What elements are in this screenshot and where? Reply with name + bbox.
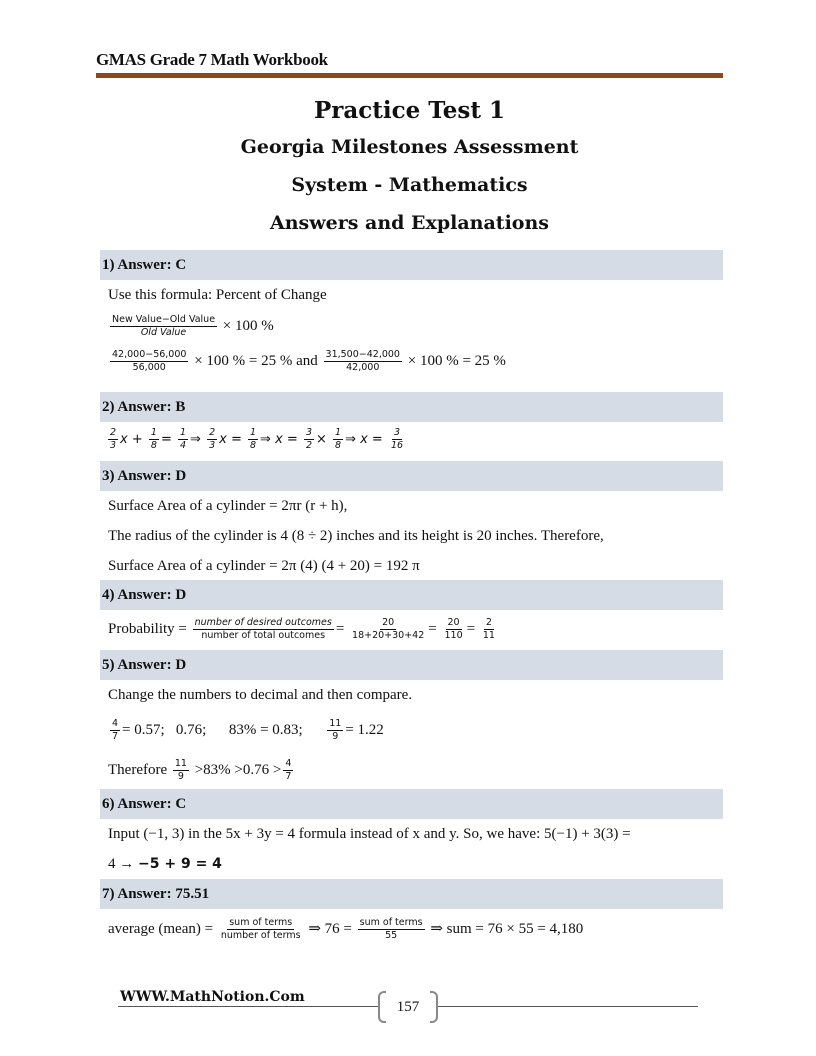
right-brace-icon bbox=[430, 991, 438, 1023]
question-3 bbox=[100, 461, 723, 581]
question-7 bbox=[100, 879, 723, 949]
q1-line-1: Use this formula: Percent of Change bbox=[108, 287, 327, 303]
question-6 bbox=[100, 789, 723, 879]
q3-line-3: Surface Area of a cylinder = 2π (4) (4 + 20) = 192 π bbox=[108, 558, 420, 574]
q6-line-2: 4 → −5 + 9 = 4 bbox=[108, 856, 222, 872]
assessment-title: Georgia Milestones Assessment bbox=[240, 136, 579, 158]
q3-line-2: The radius of the cylinder is 4 (8 ÷ 2) inches and its height is 20 inches. Therefore, bbox=[108, 528, 604, 544]
question-1 bbox=[100, 250, 723, 380]
q2-line-1: $\frac{2}{3}$ x + $\frac{1}{8}$ = $\frac{1}{4}$ ⇒ $\frac{2}{3}$ x = $\frac{1}{8}$ ⇒ x = $\frac{3}{2}$ × $\frac{1}{8}$ ⇒ x = $\frac{3}{16}$ bbox=[110, 427, 404, 451]
q7-line-1: average (mean) = $\frac{\text{sum of terms}}{\text{number of terms}}$ ⇒ 76 = $\frac{\text{sum of terms}}{55}$ ⇒ sum = 76 × 55 = 4,180 bbox=[108, 917, 584, 942]
q1-fraction-b: $\frac{31,500-42,000}{42,000}$ bbox=[325, 349, 400, 374]
practice-test-title: Practice Test 1 bbox=[313, 97, 506, 124]
page-number: 157 bbox=[378, 991, 438, 1021]
q5-line-1: Change the numbers to decimal and then compare. bbox=[108, 687, 413, 703]
answer-4-header: 4) Answer: D bbox=[100, 580, 723, 610]
q1-line-2: $\frac{\text{New Value−Old Value}}{\text{Old Value}}$ × 100 % bbox=[112, 314, 274, 339]
q6-line-1: Input (−1, 3) in the 5x + 3y = 4 formula instead of x and y. So, we have: 5(−1) + 3(3) = bbox=[108, 826, 631, 842]
header-rule bbox=[96, 73, 723, 78]
question-4 bbox=[100, 580, 723, 648]
answer-2-header: 2) Answer: B bbox=[100, 392, 723, 422]
q1-line-3: $\frac{42,000-56,000}{56,000}$ × 100 % = 25 % and $\frac{31,500-42,000}{42,000}$ × 100 % = 25 % bbox=[112, 349, 506, 374]
q1-fraction-a: $\frac{42,000-56,000}{56,000}$ bbox=[112, 349, 187, 374]
q1-fraction-formula: $\frac{\text{New Value−Old Value}}{\text{Old Value}}$ bbox=[112, 314, 216, 339]
q5-line-2: $\frac{4}{7}$ = 0.57; 0.76; 83% = 0.83; $\frac{11}{9}$ = 1.22 bbox=[112, 718, 384, 743]
page-titles bbox=[96, 94, 723, 242]
question-5 bbox=[100, 650, 723, 790]
answer-7-header: 7) Answer: 75.51 bbox=[100, 879, 723, 909]
q5-line-3: Therefore $\frac{11}{9}$ >83% >0.76 > $\frac{4}{7}$ bbox=[108, 758, 292, 783]
answers-title: Answers and Explanations bbox=[270, 212, 549, 234]
q3-line-1: Surface Area of a cylinder = 2πr (r + h), bbox=[108, 498, 348, 514]
q4-line-1: Probability = $\frac{\text{number of desired outcomes}}{\text{number of total outcomes}}$ = $\frac{20}{18+20+30+42}$ = $\frac{20}{110}$ = $\frac{2}{11}$ bbox=[108, 617, 495, 642]
workbook-title: GMAS Grade 7 Math Workbook bbox=[96, 50, 328, 69]
footer-website: WWW.MathNotion.Com bbox=[120, 989, 305, 1005]
answer-1-header: 1) Answer: C bbox=[100, 250, 723, 280]
answer-3-header: 3) Answer: D bbox=[100, 461, 723, 491]
answer-6-header: 6) Answer: C bbox=[100, 789, 723, 819]
answer-5-header: 5) Answer: D bbox=[100, 650, 723, 680]
question-2 bbox=[100, 392, 723, 458]
system-title: System - Mathematics bbox=[291, 174, 528, 196]
left-brace-icon bbox=[378, 991, 386, 1023]
